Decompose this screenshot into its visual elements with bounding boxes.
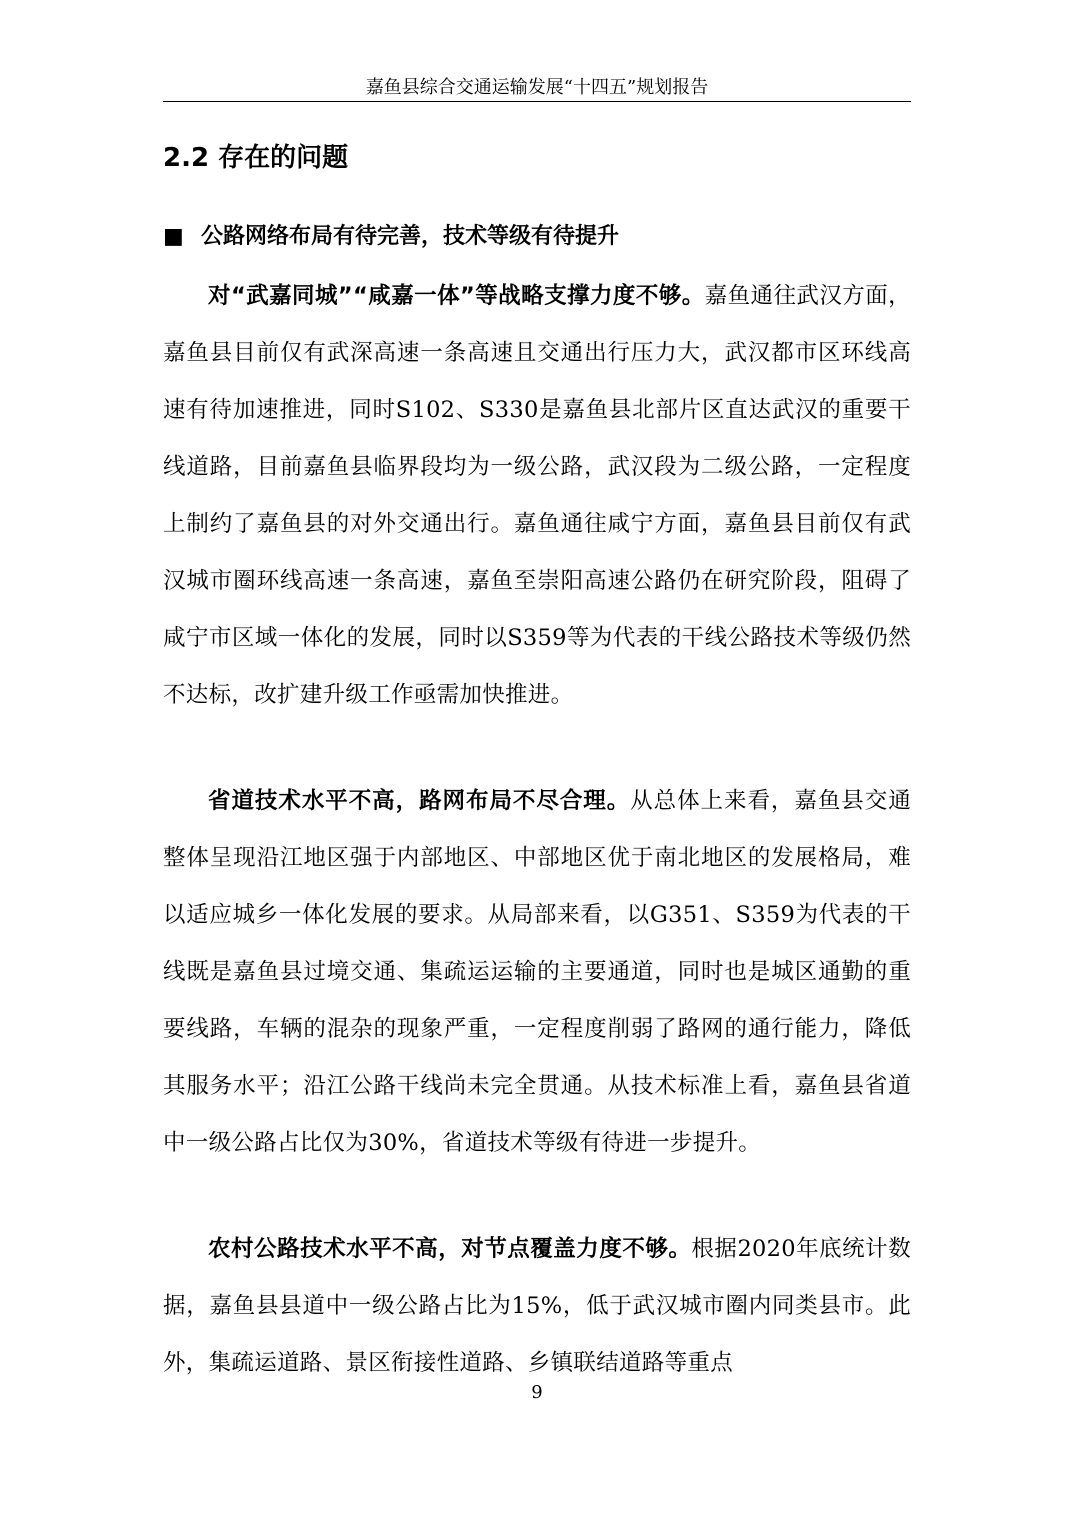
page-number: 9: [531, 1382, 543, 1403]
paragraph-lead: 省道技术水平不高，路网布局不尽合理。: [208, 788, 631, 814]
header-divider: [163, 101, 911, 102]
bullet-heading: [163, 218, 911, 256]
paragraph: [163, 268, 911, 724]
paragraph: [163, 1221, 911, 1392]
paragraph: [163, 773, 911, 1172]
paragraph-lead: 对“武嘉同城”“咸嘉一体”等战略支撑力度不够。: [208, 283, 705, 309]
paragraph-lead: 农村公路技术水平不高，对节点覆盖力度不够。: [208, 1236, 692, 1262]
bullet-heading-text: 公路网络布局有待完善，技术等级有待提升: [201, 224, 620, 249]
paragraph-body: 根据2020年底统计数据，嘉鱼县县道中一级公路占比为15%，低于武汉城市圈内同类县市。此外，集疏运道路、景区衔接性道路、乡镇联结道路等重点: [163, 1236, 911, 1376]
paragraph-body: 从总体上来看，嘉鱼县交通整体呈现沿江地区强于内部地区、中部地区优于南北地区的发展格局，难以适应城乡一体化发展的要求。从局部来看，以G351、S359为代表的干线既是嘉鱼县过境交通、集疏运运输的主要通道，同时也是城区通勤的重要线路，车辆的混杂的现象严重，一定程度削弱了路网的通行能力，降低其服务水平；沿江公路干线尚未完全贯通。从技术标准上看，嘉鱼县省道中一级公路占比仅为30%，省道技术等级有待进一步提升。: [163, 788, 911, 1156]
section-title: 2.2 存在的问题: [163, 143, 349, 173]
running-header: 嘉鱼县综合交通运输发展“十四五”规划报告: [365, 77, 709, 98]
square-bullet-icon: ■: [163, 224, 184, 249]
paragraph-body: 嘉鱼通往武汉方面，嘉鱼县目前仅有武深高速一条高速且交通出行压力大，武汉都市区环线高速有待加速推进，同时S102、S330是嘉鱼县北部片区直达武汉的重要干线道路，目前嘉鱼县临界段均为一级公路，武汉段为二级公路，一定程度上制约了嘉鱼县的对外交通出行。嘉鱼通往咸宁方面，嘉鱼县目前仅有武汉城市圈环线高速一条高速，嘉鱼至崇阳高速公路仍在研究阶段，阻碍了咸宁市区域一体化的发展，同时以S359等为代表的干线公路技术等级仍然不达标，改扩建升级工作亟需加快推进。: [163, 283, 911, 708]
